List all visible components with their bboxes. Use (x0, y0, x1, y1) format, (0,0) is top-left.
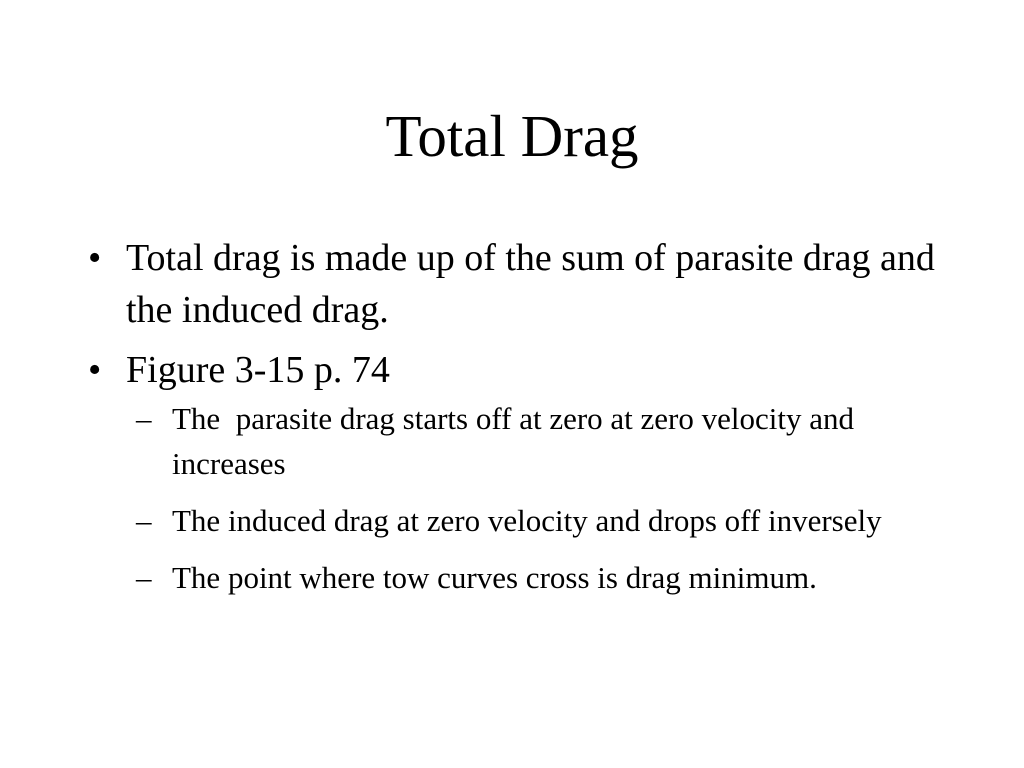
sub-bullet-text: The induced drag at zero velocity and drops off inversely (172, 503, 882, 538)
bullet-marker: • (88, 349, 102, 391)
sub-bullet-marker: – (136, 503, 152, 538)
sub-bullet-list (126, 396, 958, 600)
bullet-text: Total drag is made up of the sum of parasite drag and the induced drag. (126, 237, 935, 331)
bullet-marker: • (88, 237, 102, 279)
sub-bullet-text: The parasite drag starts off at zero at zero velocity and increases (172, 401, 862, 481)
slide-title: Total Drag (385, 103, 639, 169)
bullet-item (88, 232, 958, 336)
sub-bullet-marker: – (136, 401, 152, 436)
sub-bullet-item (136, 555, 932, 600)
bullet-item (88, 344, 958, 600)
sub-bullet-marker: – (136, 560, 152, 595)
sub-bullet-text: The point where tow curves cross is drag minimum. (172, 560, 817, 595)
bullet-list (88, 232, 958, 612)
bullet-text: Figure 3-15 p. 74 (126, 349, 390, 391)
sub-bullet-item (136, 396, 932, 486)
sub-bullet-item (136, 498, 932, 543)
